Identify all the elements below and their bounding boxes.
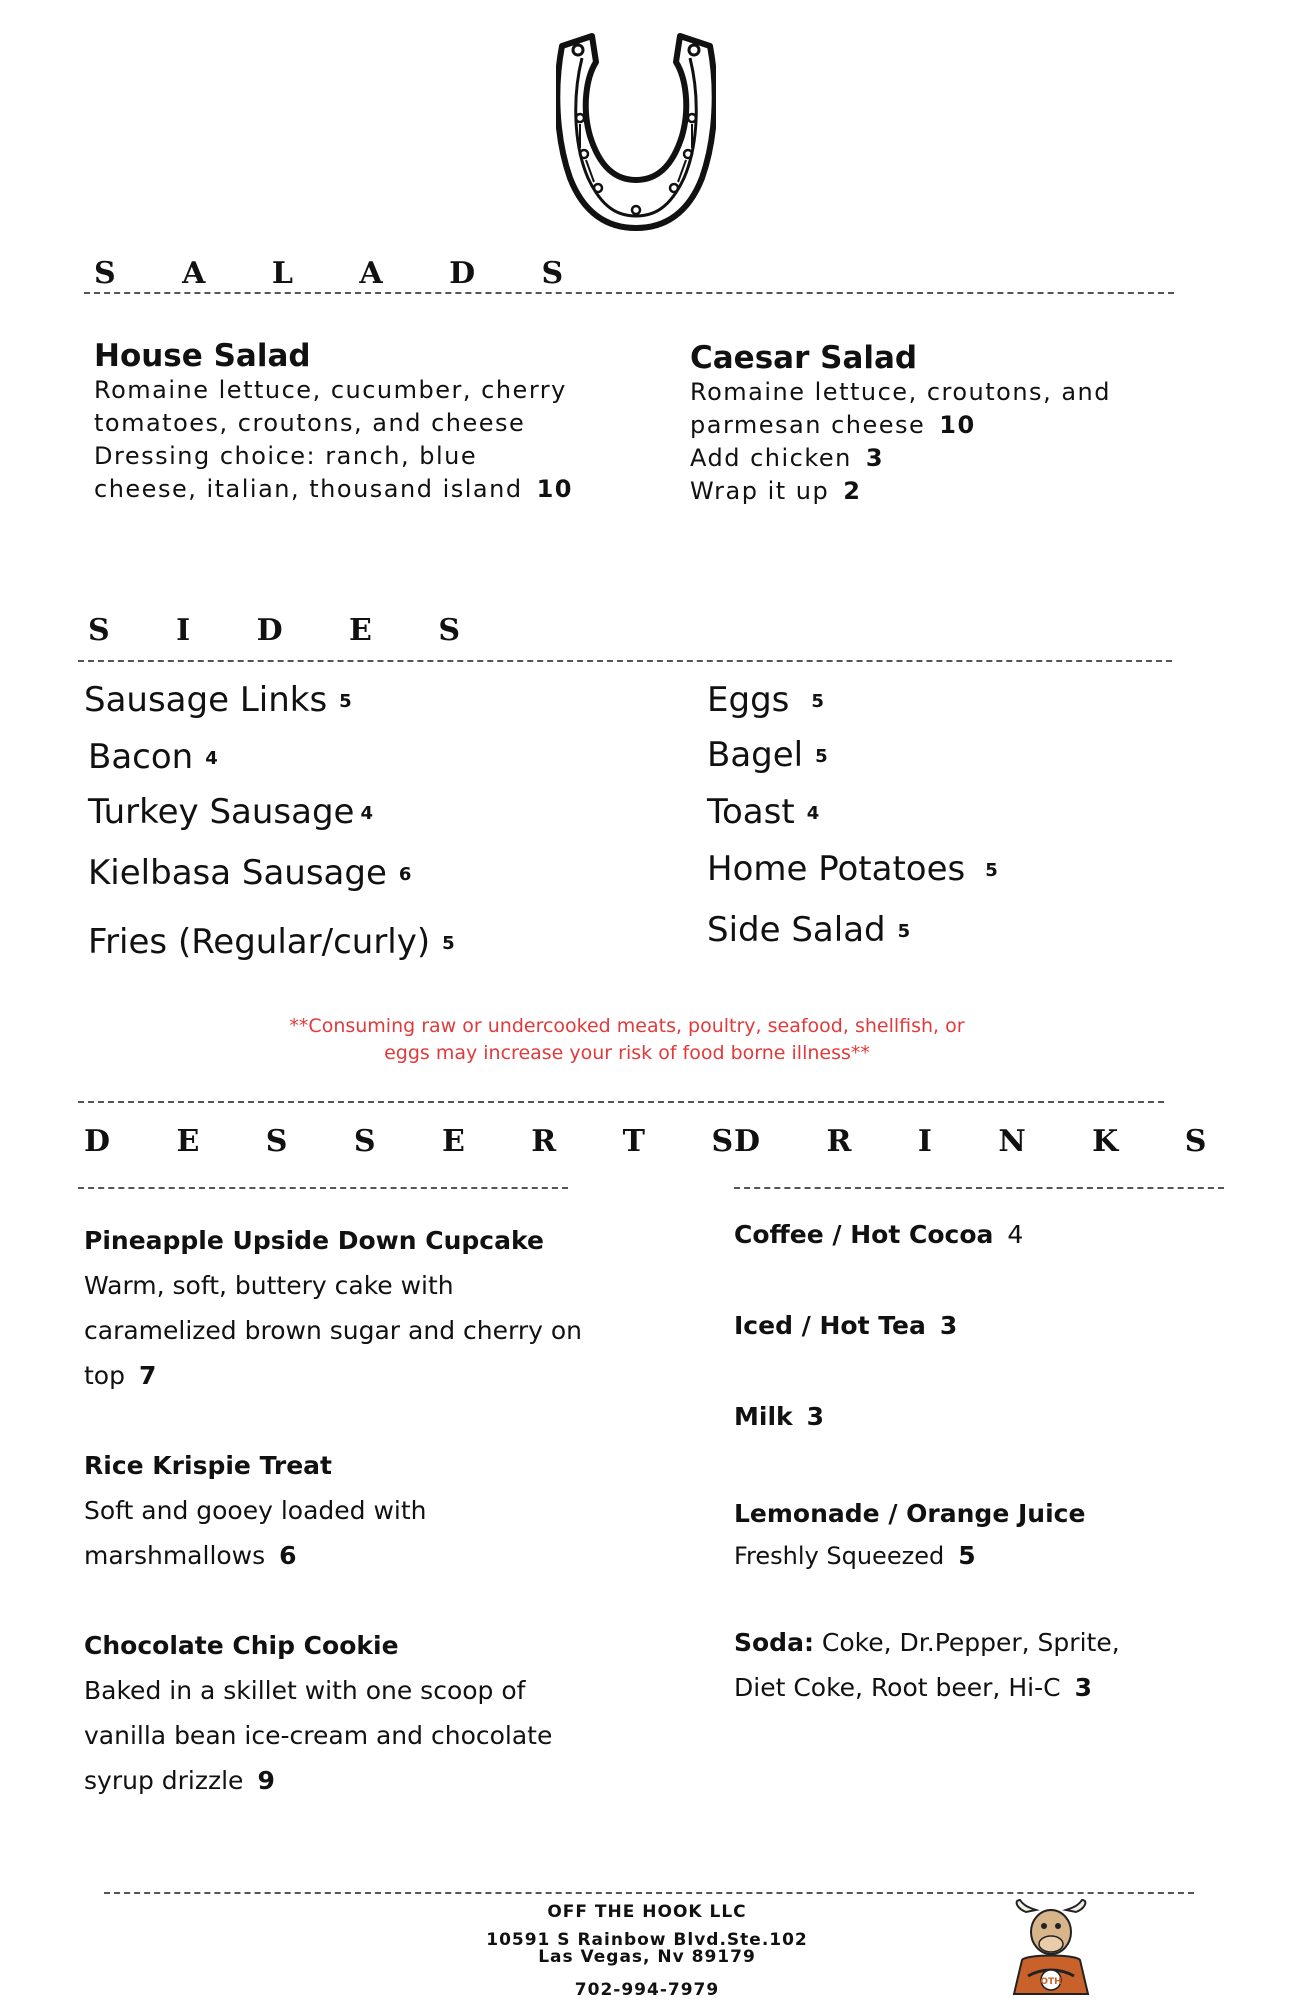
side-item: Turkey Sausage 4 [88,792,374,832]
house-salad [94,338,614,506]
dessert-item: Rice Krispie Treat Soft and gooey loaded with marshmallows 6 [84,1451,427,1570]
side-item: Sausage Links 5 [84,680,352,720]
caesar-addon-chicken: Add chicken 3 [690,444,885,472]
house-salad-description: Romaine lettuce, cucumber, cherry tomatoes, croutons, and cheese Dressing choice: ranch, blue cheese, italian, thousand island 10 [94,376,573,503]
sides-divider [78,660,1172,662]
caesar-salad-description: Romaine lettuce, croutons, and parmesan cheese 10 Add chicken 3 Wrap it up 2 [690,376,1210,508]
caesar-addon-wrap: Wrap it up 2 [690,477,862,505]
drinks-heading: D R I N K S [734,1124,1235,1159]
drink-tea: Iced / Hot Tea 3 [734,1311,958,1340]
drink-milk: Milk 3 [734,1402,825,1431]
bull-mascot-logo-icon [1008,1898,1094,1998]
address-line-2: Las Vegas, Nv 89179 [538,1947,756,1967]
caesar-salad-price: 10 [939,411,976,439]
caesar-salad-title: Caesar Salad [690,340,918,376]
footer-info [400,1900,894,2002]
salads-heading: S A L A D S [94,256,592,291]
house-salad-price: 10 [536,475,573,503]
phone-number: 702-994-7979 [574,1980,720,2000]
side-item: Side Salad 5 [707,910,911,950]
side-item: Toast 4 [707,792,820,832]
drinks-divider [734,1187,1224,1189]
side-item: Bagel 5 [707,735,828,775]
footer-divider [104,1892,1194,1894]
horseshoe-logo-icon [556,28,716,232]
house-salad-title: House Salad [94,338,311,374]
caesar-salad [690,340,1210,508]
desserts-divider [78,1187,568,1189]
mascot-badge-text: OTH [1040,1977,1062,1987]
desserts-heading: D E S S E R T S [84,1124,762,1159]
drink-coffee: Coffee / Hot Cocoa 4 [734,1220,1024,1249]
salads-divider [84,292,1174,294]
dessert-list [84,1218,644,1803]
side-item: Fries (Regular/curly) 5 [88,922,455,962]
side-item: Kielbasa Sausage 6 [88,853,412,893]
dessert-item: Pineapple Upside Down Cupcake Warm, soft, buttery cake with caramelized brown sugar and cherry on top 7 [84,1226,582,1390]
drink-juice: Lemonade / Orange Juice Freshly Squeezed 5 [734,1499,1086,1570]
dessert-item: Chocolate Chip Cookie Baked in a skillet with one scoop of vanilla bean ice-cream and chocolate syrup drizzle 9 [84,1631,553,1795]
sides-heading: S I D E S [88,613,489,648]
side-item: Home Potatoes 5 [707,849,998,889]
side-item: Bacon 4 [88,737,218,777]
drink-soda: Soda: Coke, Dr.Pepper, Sprite, Diet Coke, Root beer, Hi-C 3 [734,1628,1120,1702]
side-item: Eggs 5 [707,680,824,720]
address-line-1: 10591 S Rainbow Blvd.Ste.102 [486,1930,808,1950]
company-name: OFF THE HOOK LLC [547,1902,747,1922]
food-safety-warning: **Consuming raw or undercooked meats, poultry, seafood, shellfish, or eggs may increase your risk of food borne illness** [289,1015,965,1064]
desserts-drinks-top-divider [78,1101,1164,1103]
